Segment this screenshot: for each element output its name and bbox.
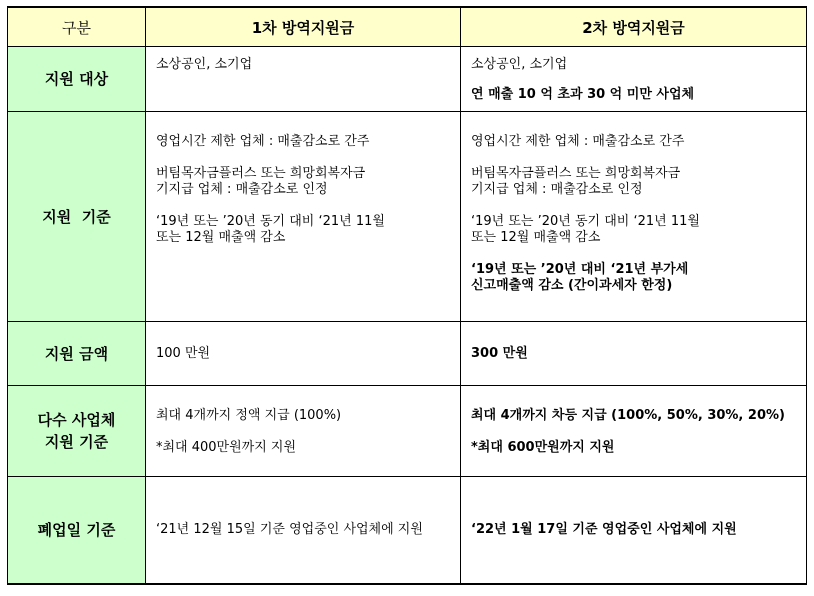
second-round-cell <box>461 477 807 584</box>
second-round-cell <box>461 386 807 477</box>
cell-text: 최대 4개까지 정액 지급 (100%) <box>156 408 342 423</box>
cell-text: 소상공인, 소기업 <box>471 57 568 72</box>
cell-text: 버팀목자금플러스 또는 희망회복자금 기지급 업체 : 매출감소로 인정 <box>471 166 681 197</box>
second-round-cell <box>461 47 807 112</box>
cell-text-bold: 최대 4개까지 차등 지급 (100%, 50%, 30%, 20%) <box>471 408 785 423</box>
table-row <box>8 47 807 112</box>
row-label: 지원 금액 <box>8 322 146 386</box>
row-label: 지원 대상 <box>8 47 146 112</box>
table-row <box>8 386 807 477</box>
cell-text: 영업시간 제한 업체 : 매출감소로 간주 <box>156 134 370 149</box>
header-first-round: 1차 방역지원금 <box>146 7 461 47</box>
first-round-cell <box>146 477 461 584</box>
table-row <box>8 112 807 322</box>
cell-text-bold: 연 매출 10 억 초과 30 억 미만 사업체 <box>471 87 695 102</box>
cell-text-bold: ‘22년 1월 17일 기준 영업중인 사업체에 지원 <box>471 521 737 537</box>
table-row <box>8 322 807 386</box>
header-category: 구분 <box>8 7 146 47</box>
cell-text: 100 만원 <box>156 345 211 361</box>
cell-text: ‘19년 또는 ’20년 동기 대비 ‘21년 11월 또는 12월 매출액 감소 <box>471 214 700 245</box>
cell-text-bold: *최대 600만원까지 지원 <box>471 440 615 455</box>
cell-text: ‘21년 12월 15일 기준 영업중인 사업체에 지원 <box>156 521 423 537</box>
row-label: 지원 기준 <box>8 112 146 322</box>
header-second-round: 2차 방역지원금 <box>461 7 807 47</box>
first-round-cell <box>146 386 461 477</box>
first-round-cell <box>146 322 461 386</box>
cell-text: 소상공인, 소기업 <box>156 57 253 72</box>
cell-text: 버팀목자금플러스 또는 희망회복자금 기지급 업체 : 매출감소로 인정 <box>156 166 366 197</box>
comparison-table <box>7 6 807 585</box>
cell-text: 영업시간 제한 업체 : 매출감소로 간주 <box>471 134 685 149</box>
cell-text-bold: ‘19년 또는 ’20년 대비 ‘21년 부가세 신고매출액 감소 (간이과세자 한정) <box>471 262 689 293</box>
row-label: 폐업일 기준 <box>8 477 146 584</box>
cell-text: *최대 400만원까지 지원 <box>156 440 297 455</box>
cell-text-bold: 300 만원 <box>471 345 528 361</box>
second-round-cell <box>461 322 807 386</box>
table-row <box>8 477 807 584</box>
first-round-cell <box>146 112 461 322</box>
cell-text: ‘19년 또는 ’20년 동기 대비 ‘21년 11월 또는 12월 매출액 감소 <box>156 214 385 245</box>
second-round-cell <box>461 112 807 322</box>
first-round-cell <box>146 47 461 112</box>
header-row <box>8 7 807 47</box>
row-label: 다수 사업체 지원 기준 <box>8 386 146 477</box>
